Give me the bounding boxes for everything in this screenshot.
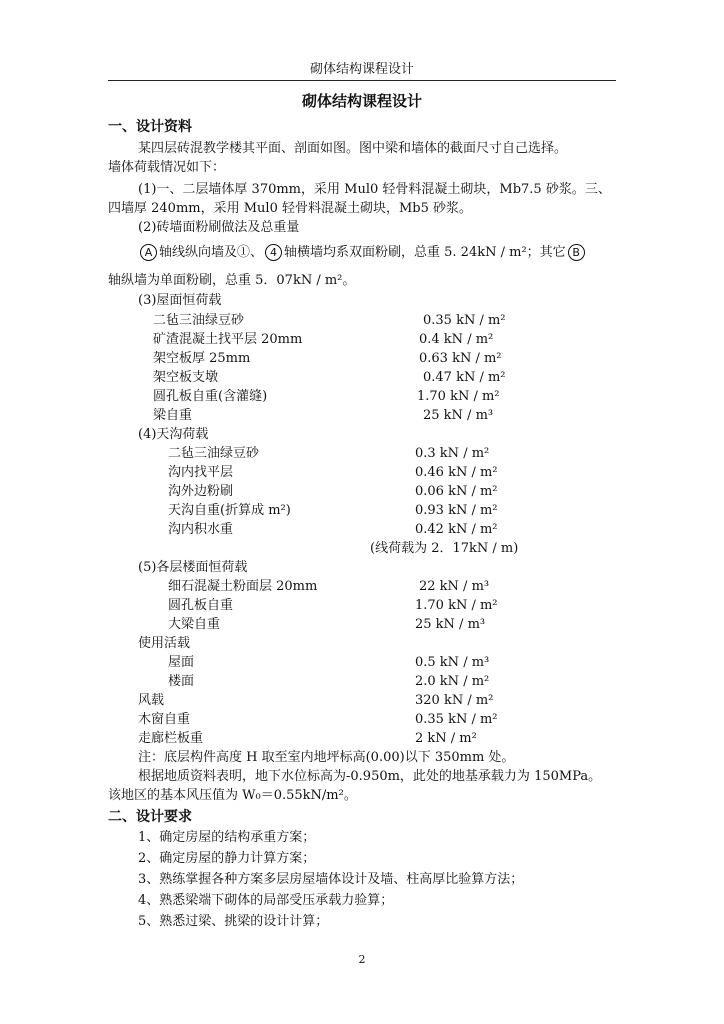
roof-item-value: 0.35 kN / m² xyxy=(423,313,506,328)
section-heading-1: 一、设计资料 xyxy=(108,119,192,135)
page-number: 2 xyxy=(358,953,366,966)
axis-a-symbol: A xyxy=(140,244,157,261)
floor-item-name: 大梁自重 xyxy=(168,617,221,632)
other-item-value: 2 kN / m² xyxy=(415,731,477,746)
roof-item-value: 0.63 kN / m² xyxy=(419,351,502,366)
requirement-item: 1、确定房屋的结构承重方案； xyxy=(138,830,316,845)
other-item-name: 木窗自重 xyxy=(138,712,191,727)
gutter-item-value: 0.46 kN / m² xyxy=(415,465,498,480)
other-item-name: 走廊栏板重 xyxy=(138,731,204,746)
other-item-value: 0.35 kN / m² xyxy=(415,712,498,727)
requirement-item: 5、熟悉过梁、挑梁的设计计算； xyxy=(138,914,329,929)
floor-item-value: 1.70 kN / m² xyxy=(415,598,498,613)
live-item-value: 0.5 kN / m³ xyxy=(415,655,490,670)
live-item-name: 屋面 xyxy=(168,655,195,670)
roof-item-name: 架空板厚 25mm xyxy=(153,351,251,366)
other-item-value: 320 kN / m² xyxy=(415,693,494,708)
roof-item-value: 0.47 kN / m² xyxy=(423,370,506,385)
floor-dead-heading: (5)各层楼面恒荷载 xyxy=(138,560,248,575)
header-rule xyxy=(108,80,616,81)
live-item-name: 楼面 xyxy=(168,674,195,689)
roof-item-name: 矿渣混凝土找平层 20mm xyxy=(153,332,303,347)
plaster-text-1: 轴线纵向墙及①、 xyxy=(159,245,264,260)
axis-4-symbol: 4 xyxy=(265,244,282,261)
gutter-line-load: (线荷载为 2．17kN / m) xyxy=(370,541,519,556)
gutter-item-name: 沟内积水重 xyxy=(168,522,234,537)
requirement-item: 4、熟悉梁端下砌体的局部受压承载力验算； xyxy=(138,893,394,908)
gutter-item-name: 二毡三油绿豆砂 xyxy=(168,446,260,461)
plaster-line-1 xyxy=(138,244,587,262)
paragraph-intro-cont: 墙体荷载情况如下： xyxy=(108,160,226,175)
gutter-item-name: 沟内找平层 xyxy=(168,465,234,480)
live-item-value: 2.0 kN / m² xyxy=(415,674,490,689)
plaster-line-2: 轴纵墙为单面粉刷，总重 5．07kN / m²。 xyxy=(108,273,356,288)
floor-item-name: 圆孔板自重 xyxy=(168,598,234,613)
live-load-heading: 使用活载 xyxy=(138,636,191,651)
running-header: 砌体结构课程设计 xyxy=(309,62,414,77)
roof-item-value: 1.70 kN / m² xyxy=(417,389,500,404)
wall-spec-1: (1)一、二层墙体厚 370mm，采用 Mul0 轻骨料混凝土砌块，Mb7.5 砂浆。三、 xyxy=(138,182,611,197)
roof-item-name: 圆孔板自重(含灌缝) xyxy=(153,389,268,404)
gutter-heading: (4)天沟荷载 xyxy=(138,427,209,442)
document-title: 砌体结构课程设计 xyxy=(301,92,422,110)
roof-dead-heading: (3)屋面恒荷载 xyxy=(138,293,222,308)
section-heading-2: 二、设计要求 xyxy=(108,809,192,825)
plaster-text-2: 轴横墙均系双面粉刷，总重 5. 24kN / m²；其它 xyxy=(284,245,566,260)
gutter-item-name: 沟外边粉刷 xyxy=(168,484,234,499)
requirement-item: 2、确定房屋的静力计算方案； xyxy=(138,851,316,866)
requirement-item: 3、熟练掌握各种方案多层房屋墙体设计及墙、柱高厚比验算方法； xyxy=(138,872,524,887)
gutter-item-value: 0.42 kN / m² xyxy=(415,522,498,537)
axis-b-symbol: B xyxy=(568,244,585,261)
wall-spec-2: 四墙厚 240mm，采用 Mul0 轻骨料混凝土砌块，Mb5 砂浆。 xyxy=(108,201,473,216)
other-item-name: 风载 xyxy=(138,693,165,708)
gutter-item-name: 天沟自重(折算成 m²) xyxy=(168,503,291,518)
floor-item-value: 25 kN / m³ xyxy=(415,617,486,632)
gutter-item-value: 0.06 kN / m² xyxy=(415,484,498,499)
roof-item-name: 架空板支墩 xyxy=(153,370,219,385)
floor-item-name: 细石混凝土粉面层 20mm xyxy=(168,579,318,594)
roof-item-value: 25 kN / m³ xyxy=(423,408,494,423)
gutter-item-value: 0.93 kN / m² xyxy=(415,503,498,518)
paragraph-intro: 某四层砖混教学楼其平面、剖面如图。图中梁和墙体的截面尺寸自己选择。 xyxy=(138,141,568,156)
roof-item-value: 0.4 kN / m² xyxy=(419,332,494,347)
geology-text-2: 该地区的基本风压值为 W₀＝0.55kN/m²。 xyxy=(108,788,357,803)
note-text: 注：底层构件高度 H 取至室内地坪标高(0.00)以下 350mm 处。 xyxy=(138,750,515,765)
roof-item-name: 梁自重 xyxy=(153,408,193,423)
roof-item-name: 二毡三油绿豆砂 xyxy=(153,313,245,328)
geology-text-1: 根据地质资料表明，地下水位标高为-0.950m，此处的地基承载力为 150MPa。 xyxy=(138,769,602,784)
floor-item-value: 22 kN / m³ xyxy=(419,579,490,594)
gutter-item-value: 0.3 kN / m² xyxy=(415,446,490,461)
plaster-heading: (2)砖墙面粉刷做法及总重量 xyxy=(138,220,300,235)
